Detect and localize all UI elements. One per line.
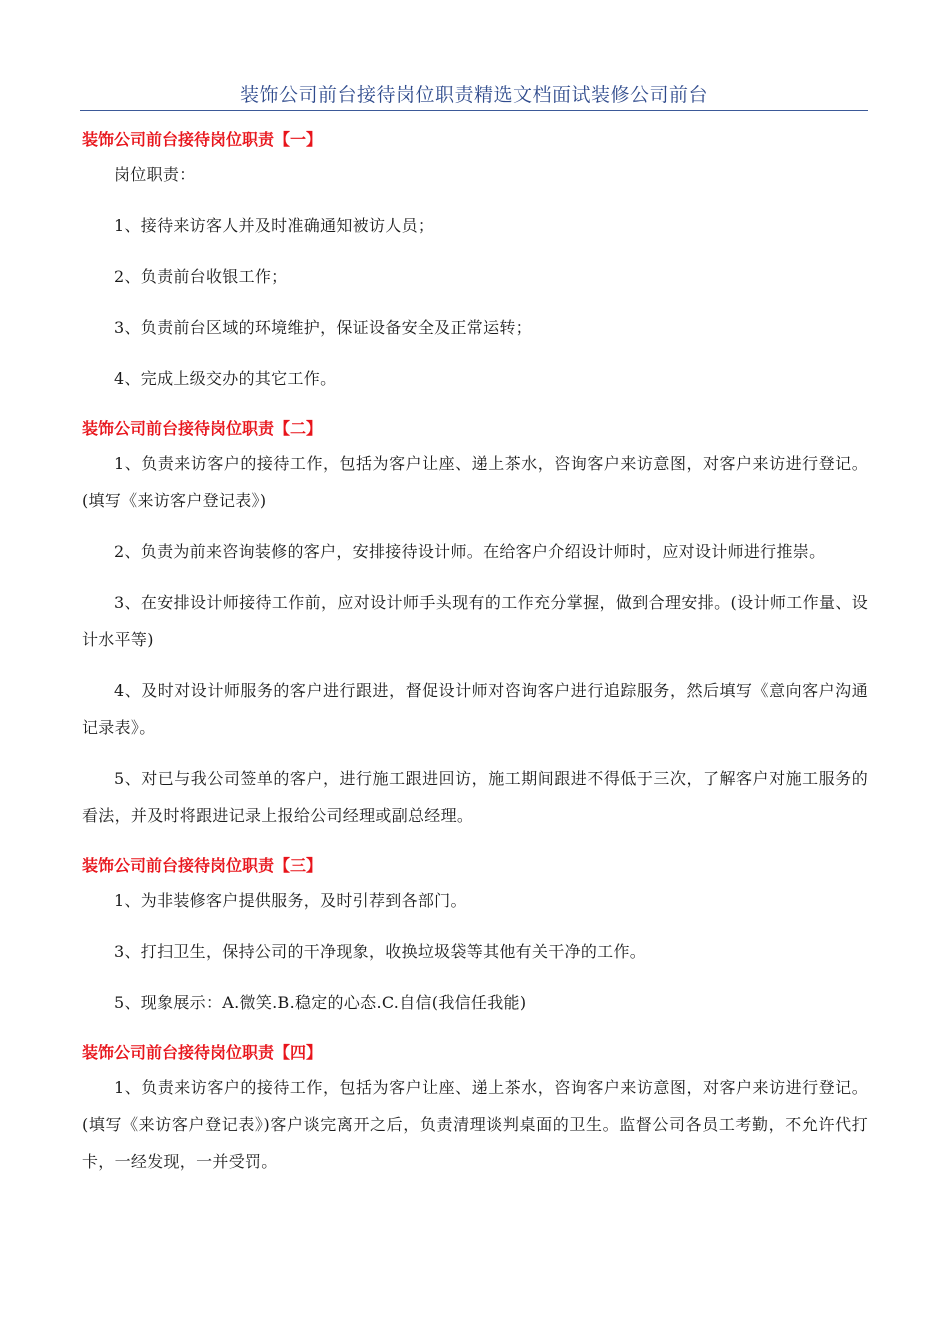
paragraph: 岗位职责： xyxy=(114,165,196,184)
section-4 xyxy=(82,1041,868,1180)
paragraph: 1、负责来访客户的接待工作，包括为客户让座、递上茶水，咨询客户来访意图，对客户来访进行登记。(填写《来访客户登记表》)客户谈完离开之后，负责清理谈判桌面的卫生。监督公司各员工考勤，不允许代打卡，一经发现，一并受罚。 xyxy=(82,1078,868,1171)
section-heading: 装饰公司前台接待岗位职责【二】 xyxy=(82,419,323,438)
section-2 xyxy=(82,417,868,834)
paragraph: 3、打扫卫生，保持公司的干净现象，收换垃圾袋等其他有关干净的工作。 xyxy=(114,942,647,961)
section-heading: 装饰公司前台接待岗位职责【三】 xyxy=(82,856,323,875)
paragraph: 2、负责为前来咨询装修的客户，安排接待设计师。在给客户介绍设计师时，应对设计师进行推崇。 xyxy=(114,542,826,561)
paragraph: 1、负责来访客户的接待工作，包括为客户让座、递上茶水，咨询客户来访意图，对客户来访进行登记。(填写《来访客户登记表》) xyxy=(82,454,868,510)
section-1 xyxy=(82,128,868,397)
paragraph: 1、接待来访客人并及时准确通知被访人员； xyxy=(114,216,435,235)
paragraph: 3、负责前台区域的环境维护，保证设备安全及正常运转； xyxy=(114,318,532,337)
page-title: 装饰公司前台接待岗位职责精选文档面试装修公司前台 xyxy=(239,84,708,106)
section-3 xyxy=(82,854,868,1021)
paragraph: 2、负责前台收银工作； xyxy=(114,267,288,286)
paragraph: 4、及时对设计师服务的客户进行跟进，督促设计师对咨询客户进行追踪服务，然后填写《意向客户沟通记录表》。 xyxy=(82,681,868,737)
section-heading: 装饰公司前台接待岗位职责【四】 xyxy=(82,1043,323,1062)
paragraph: 4、完成上级交办的其它工作。 xyxy=(114,369,337,388)
paragraph: 5、现象展示：A.微笑.B.稳定的心态.C.自信(我信任我能) xyxy=(114,993,527,1012)
paragraph: 1、为非装修客户提供服务，及时引荐到各部门。 xyxy=(114,891,467,910)
document-body xyxy=(82,128,868,1180)
page-header xyxy=(80,80,868,111)
paragraph: 5、对已与我公司签单的客户，进行施工跟进回访，施工期间跟进不得低于三次，了解客户对施工服务的看法，并及时将跟进记录上报给公司经理或副总经理。 xyxy=(82,769,868,825)
paragraph: 3、在安排设计师接待工作前，应对设计师手头现有的工作充分掌握，做到合理安排。(设计师工作量、设计水平等) xyxy=(82,593,868,649)
section-heading: 装饰公司前台接待岗位职责【一】 xyxy=(82,130,323,149)
